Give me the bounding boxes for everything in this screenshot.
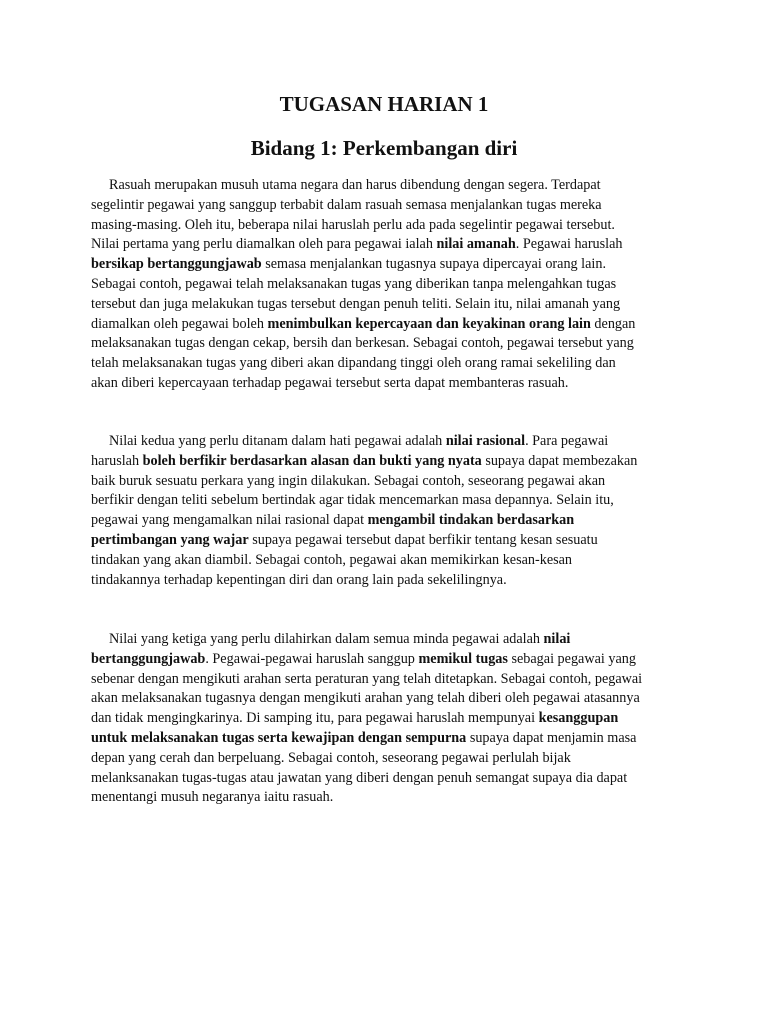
text-run: . Para pegawai <box>525 433 609 449</box>
text-run: sebagai pegawai yang <box>507 650 636 667</box>
text-line <box>91 374 686 394</box>
text-line <box>91 670 686 690</box>
text-line <box>91 196 686 216</box>
text-run: telah melaksanakan tugas yang diberi akan dipandang tinggi oleh orang ramai sekeliling dan <box>91 355 616 372</box>
bold-text: memikul tugas <box>418 650 508 667</box>
text-line <box>91 354 686 374</box>
text-run: akan diberi kepercayaan terhadap pegawai tersebut serta dapat membanteras rasuah. <box>91 374 569 391</box>
bold-text: nilai amanah <box>436 236 516 253</box>
text-run: Nilai kedua yang perlu ditanam dalam hati pegawai adalah <box>109 433 446 449</box>
bold-text: untuk melaksanakan tugas serta kewajipan dengan sempurna <box>91 729 467 746</box>
text-run: melaksanakan tugas dengan cekap, bersih dan berkesan. Sebagai contoh, pegawai tersebut yang <box>91 335 634 352</box>
text-run: . Pegawai haruslah <box>515 236 623 253</box>
text-line <box>91 531 686 551</box>
text-run: sebenar dengan mengikuti arahan serta peraturan yang telah ditetapkan. Sebagai contoh, pegawai <box>91 670 643 687</box>
bold-text: mengambil tindakan berdasarkan <box>367 512 575 529</box>
bold-text: pertimbangan yang wajar <box>91 531 249 548</box>
text-line <box>91 176 686 196</box>
text-run: supaya dapat membezakan <box>481 452 638 469</box>
text-run: supaya pegawai tersebut dapat berfikir tentang kesan sesuatu <box>248 531 598 548</box>
text-run: Sebagai contoh, pegawai telah melaksanakan tugas yang diberikan tanpa melengahkan tugas <box>91 275 617 292</box>
text-run: tindakan yang akan diambil. Sebagai contoh, pegawai akan memikirkan kesan-kesan <box>91 551 573 568</box>
paragraph-nilai-amanah <box>91 176 686 394</box>
text-run: Rasuah merupakan musuh utama negara dan harus dibendung dengan segera. Terdapat <box>109 177 601 193</box>
text-line <box>91 235 686 255</box>
text-run: akan melaksanakan tugasnya dengan mengikuti arahan yang telah diberi oleh pegawai atasannya <box>91 690 640 707</box>
text-run: haruslah <box>91 452 143 469</box>
text-run: menentangi musuh negaranya iaitu rasuah. <box>91 789 334 806</box>
text-run: masing-masing. Oleh itu, beberapa nilai haruslah perlu ada pada segelintir pegawai tersebut. <box>91 216 615 233</box>
paragraph-nilai-bertanggungjawab <box>91 630 686 808</box>
text-run: dan tidak mengingkarinya. Di samping itu, para pegawai haruslah mempunyai <box>91 710 539 727</box>
text-line <box>91 216 686 236</box>
text-line <box>91 630 686 650</box>
text-run: Nilai pertama yang perlu diamalkan oleh para pegawai ialah <box>91 236 437 253</box>
text-line <box>91 551 686 571</box>
text-line <box>91 709 686 729</box>
text-line <box>91 295 686 315</box>
bold-text: boleh berfikir berdasarkan alasan dan bukti yang nyata <box>142 452 482 469</box>
text-run: tindakannya terhadap kepentingan diri dan orang lain pada sekelilingnya. <box>91 571 507 588</box>
text-run: segelintir pegawai yang sanggup terbabit dalam rasuah semasa menjalankan tugas mereka <box>91 196 602 213</box>
text-run: supaya dapat menjamin masa <box>466 729 637 746</box>
text-line <box>91 472 686 492</box>
text-run: Nilai yang ketiga yang perlu dilahirkan dalam semua minda pegawai adalah <box>109 631 544 647</box>
text-line <box>91 491 686 511</box>
text-run: . Pegawai-pegawai haruslah sanggup <box>205 650 419 667</box>
text-run: depan yang cerah dan berpeluang. Sebagai contoh, seseorang pegawai perlulah bijak <box>91 749 571 766</box>
text-line <box>91 650 686 670</box>
text-run: melanksanakan tugas-tugas atau jawatan yang diberi dengan penuh semangat supaya dia dapat <box>91 769 628 786</box>
text-line <box>91 689 686 709</box>
document-subtitle: Bidang 1: Perkembangan diri <box>250 136 518 160</box>
bold-text: bertanggungjawab <box>91 650 206 667</box>
bold-text: nilai <box>543 631 571 647</box>
bold-text: menimbulkan kepercayaan dan keyakinan orang lain <box>267 315 591 332</box>
text-line <box>91 788 686 808</box>
bold-text: nilai rasional <box>445 433 526 449</box>
text-line <box>91 334 686 354</box>
text-line <box>91 452 686 472</box>
text-line <box>91 769 686 789</box>
text-run: semasa menjalankan tugasnya supaya dipercayai orang lain. <box>261 256 606 273</box>
text-line <box>91 749 686 769</box>
bold-text: bersikap bertanggungjawab <box>91 256 262 273</box>
text-run: berfikir dengan teliti sebelum bertindak agar tidak mencemarkan masa depannya. Selain itu, <box>91 492 614 509</box>
text-line <box>91 315 686 335</box>
text-run: pegawai yang mengamalkan nilai rasional dapat <box>91 512 368 529</box>
text-line <box>91 511 686 531</box>
paragraph-nilai-rasional <box>91 432 686 590</box>
text-run: baik buruk sesuatu perkara yang ingin dilakukan. Sebagai contoh, seseorang pegawai akan <box>91 472 606 489</box>
bold-text: kesanggupan <box>538 710 619 727</box>
text-line <box>91 432 686 452</box>
document-title: TUGASAN HARIAN 1 <box>279 92 489 116</box>
text-run: tersebut dan juga melakukan tugas tersebut dengan penuh teliti. Selain itu, nilai amanah yang <box>91 295 621 312</box>
text-line <box>91 275 686 295</box>
text-run: diamalkan oleh pegawai boleh <box>91 315 268 332</box>
text-line <box>91 729 686 749</box>
text-line <box>91 571 686 591</box>
text-run: dengan <box>590 315 636 332</box>
text-line <box>91 255 686 275</box>
